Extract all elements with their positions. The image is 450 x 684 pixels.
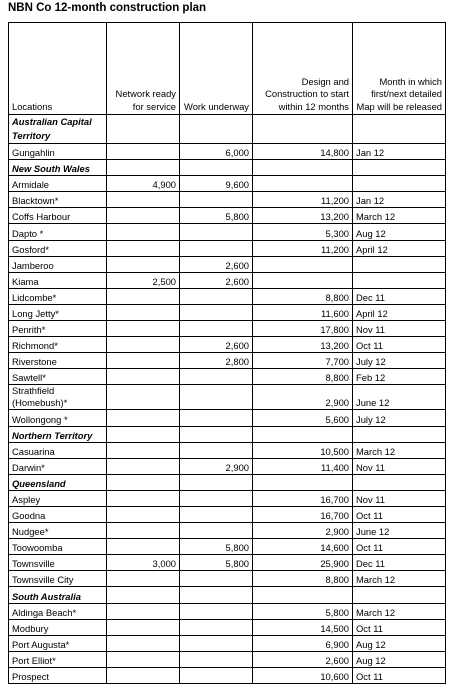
network-ready-cell bbox=[107, 619, 180, 635]
map-month-cell bbox=[353, 176, 446, 192]
work-underway-cell bbox=[180, 410, 253, 426]
table-row bbox=[9, 667, 446, 683]
table-row bbox=[9, 603, 446, 619]
work-underway-cell: 2,900 bbox=[180, 458, 253, 474]
network-ready-cell bbox=[107, 353, 180, 369]
network-ready-cell bbox=[107, 304, 180, 320]
work-underway-cell bbox=[180, 571, 253, 587]
design-construction-cell: 5,800 bbox=[253, 603, 353, 619]
region-name: New South Wales bbox=[9, 160, 107, 176]
table-row bbox=[9, 256, 446, 272]
network-ready-cell bbox=[107, 603, 180, 619]
table-row bbox=[9, 224, 446, 240]
work-underway-cell bbox=[180, 506, 253, 522]
work-underway-cell: 9,600 bbox=[180, 176, 253, 192]
map-month-cell: Jan 12 bbox=[353, 144, 446, 160]
table-row bbox=[9, 523, 446, 539]
header-locations: Locations bbox=[9, 23, 107, 115]
location-cell: Toowoomba bbox=[9, 539, 107, 555]
table-row bbox=[9, 619, 446, 635]
location-cell: Kiama bbox=[9, 272, 107, 288]
design-construction-cell: 11,200 bbox=[253, 240, 353, 256]
region-name: Queensland bbox=[9, 474, 107, 490]
design-construction-cell bbox=[253, 272, 353, 288]
location-cell: Darwin* bbox=[9, 458, 107, 474]
page-title: NBN Co 12-month construction plan bbox=[8, 2, 207, 14]
table-row bbox=[9, 192, 446, 208]
network-ready-cell: 4,900 bbox=[107, 176, 180, 192]
map-month-cell: Aug 12 bbox=[353, 224, 446, 240]
empty-cell bbox=[180, 474, 253, 490]
location-cell: Modbury bbox=[9, 619, 107, 635]
location-cell: Townsville City bbox=[9, 571, 107, 587]
network-ready-cell bbox=[107, 192, 180, 208]
network-ready-cell bbox=[107, 240, 180, 256]
table-row bbox=[9, 240, 446, 256]
location-cell: Dapto * bbox=[9, 224, 107, 240]
design-construction-cell: 25,900 bbox=[253, 555, 353, 571]
design-construction-cell: 2,900 bbox=[253, 385, 353, 410]
map-month-cell: Jan 12 bbox=[353, 192, 446, 208]
empty-cell bbox=[107, 115, 180, 144]
empty-cell bbox=[253, 474, 353, 490]
table-header-row bbox=[9, 23, 446, 115]
network-ready-cell bbox=[107, 651, 180, 667]
location-cell: Aspley bbox=[9, 490, 107, 506]
empty-cell bbox=[180, 587, 253, 603]
work-underway-cell bbox=[180, 619, 253, 635]
location-cell: Wollongong * bbox=[9, 410, 107, 426]
network-ready-cell bbox=[107, 506, 180, 522]
network-ready-cell bbox=[107, 144, 180, 160]
work-underway-cell bbox=[180, 667, 253, 683]
empty-cell bbox=[180, 160, 253, 176]
map-month-cell: Oct 11 bbox=[353, 506, 446, 522]
header-design-construction: Design and Construction to start within 12 months bbox=[253, 23, 353, 115]
empty-cell bbox=[253, 115, 353, 144]
network-ready-cell bbox=[107, 321, 180, 337]
network-ready-cell bbox=[107, 288, 180, 304]
table-row bbox=[9, 555, 446, 571]
empty-cell bbox=[353, 426, 446, 442]
location-cell: Armidale bbox=[9, 176, 107, 192]
network-ready-cell bbox=[107, 571, 180, 587]
work-underway-cell: 2,600 bbox=[180, 256, 253, 272]
design-construction-cell: 13,200 bbox=[253, 337, 353, 353]
network-ready-cell bbox=[107, 224, 180, 240]
location-cell: Long Jetty* bbox=[9, 304, 107, 320]
table-row bbox=[9, 337, 446, 353]
design-construction-cell bbox=[253, 176, 353, 192]
work-underway-cell: 5,800 bbox=[180, 539, 253, 555]
work-underway-cell bbox=[180, 490, 253, 506]
empty-cell bbox=[107, 426, 180, 442]
location-cell: Townsville bbox=[9, 555, 107, 571]
location-cell: Port Augusta* bbox=[9, 635, 107, 651]
location-cell: Sawtell* bbox=[9, 369, 107, 385]
network-ready-cell bbox=[107, 667, 180, 683]
design-construction-cell: 8,800 bbox=[253, 571, 353, 587]
design-construction-cell: 17,800 bbox=[253, 321, 353, 337]
map-month-cell: Aug 12 bbox=[353, 635, 446, 651]
region-name: Northern Territory bbox=[9, 426, 107, 442]
design-construction-cell: 11,400 bbox=[253, 458, 353, 474]
map-month-cell: Oct 11 bbox=[353, 539, 446, 555]
empty-cell bbox=[353, 587, 446, 603]
design-construction-cell: 11,600 bbox=[253, 304, 353, 320]
work-underway-cell: 5,800 bbox=[180, 555, 253, 571]
map-month-cell: June 12 bbox=[353, 385, 446, 410]
location-cell: Blacktown* bbox=[9, 192, 107, 208]
map-month-cell: July 12 bbox=[353, 353, 446, 369]
empty-cell bbox=[253, 426, 353, 442]
work-underway-cell bbox=[180, 651, 253, 667]
header-month-map: Month in which first/next detailed Map will be released bbox=[353, 23, 446, 115]
table-row bbox=[9, 208, 446, 224]
region-row bbox=[9, 587, 446, 603]
empty-cell bbox=[353, 160, 446, 176]
design-construction-cell: 14,500 bbox=[253, 619, 353, 635]
design-construction-cell: 8,800 bbox=[253, 369, 353, 385]
work-underway-cell bbox=[180, 288, 253, 304]
empty-cell bbox=[180, 426, 253, 442]
work-underway-cell bbox=[180, 192, 253, 208]
table-row bbox=[9, 490, 446, 506]
work-underway-cell bbox=[180, 385, 253, 410]
work-underway-cell bbox=[180, 240, 253, 256]
region-name: Australian Capital Territory bbox=[9, 115, 107, 144]
network-ready-cell bbox=[107, 635, 180, 651]
design-construction-cell: 6,900 bbox=[253, 635, 353, 651]
design-construction-cell: 10,600 bbox=[253, 667, 353, 683]
table-row bbox=[9, 321, 446, 337]
map-month-cell: April 12 bbox=[353, 240, 446, 256]
location-cell: Richmond* bbox=[9, 337, 107, 353]
table-body bbox=[9, 115, 446, 684]
map-month-cell: Feb 12 bbox=[353, 369, 446, 385]
empty-cell bbox=[353, 115, 446, 144]
design-construction-cell: 14,600 bbox=[253, 539, 353, 555]
design-construction-cell: 10,500 bbox=[253, 442, 353, 458]
map-month-cell: Nov 11 bbox=[353, 458, 446, 474]
map-month-cell: July 12 bbox=[353, 410, 446, 426]
table-row bbox=[9, 539, 446, 555]
map-month-cell: March 12 bbox=[353, 603, 446, 619]
map-month-cell: Nov 11 bbox=[353, 490, 446, 506]
design-construction-cell: 7,700 bbox=[253, 353, 353, 369]
map-month-cell: Dec 11 bbox=[353, 555, 446, 571]
work-underway-cell bbox=[180, 369, 253, 385]
location-cell: Goodna bbox=[9, 506, 107, 522]
region-row bbox=[9, 474, 446, 490]
network-ready-cell bbox=[107, 523, 180, 539]
network-ready-cell bbox=[107, 490, 180, 506]
table-row bbox=[9, 442, 446, 458]
map-month-cell: Oct 11 bbox=[353, 667, 446, 683]
network-ready-cell bbox=[107, 385, 180, 410]
map-month-cell: Dec 11 bbox=[353, 288, 446, 304]
network-ready-cell bbox=[107, 256, 180, 272]
empty-cell bbox=[107, 474, 180, 490]
network-ready-cell bbox=[107, 458, 180, 474]
design-construction-cell: 8,800 bbox=[253, 288, 353, 304]
map-month-cell: March 12 bbox=[353, 442, 446, 458]
design-construction-cell: 5,300 bbox=[253, 224, 353, 240]
empty-cell bbox=[253, 160, 353, 176]
network-ready-cell bbox=[107, 337, 180, 353]
location-cell: Casuarina bbox=[9, 442, 107, 458]
network-ready-cell bbox=[107, 369, 180, 385]
work-underway-cell bbox=[180, 603, 253, 619]
work-underway-cell: 2,600 bbox=[180, 337, 253, 353]
location-cell: Strathfield (Homebush)* bbox=[9, 385, 107, 410]
design-construction-cell: 13,200 bbox=[253, 208, 353, 224]
table-row bbox=[9, 506, 446, 522]
table-row bbox=[9, 176, 446, 192]
network-ready-cell bbox=[107, 208, 180, 224]
region-row bbox=[9, 115, 446, 144]
empty-cell bbox=[107, 587, 180, 603]
design-construction-cell: 14,800 bbox=[253, 144, 353, 160]
design-construction-cell: 2,600 bbox=[253, 651, 353, 667]
map-month-cell: March 12 bbox=[353, 571, 446, 587]
work-underway-cell: 5,800 bbox=[180, 208, 253, 224]
location-cell: Port Elliot* bbox=[9, 651, 107, 667]
table-row bbox=[9, 304, 446, 320]
region-row bbox=[9, 160, 446, 176]
network-ready-cell: 3,000 bbox=[107, 555, 180, 571]
work-underway-cell: 2,600 bbox=[180, 272, 253, 288]
location-cell: Riverstone bbox=[9, 353, 107, 369]
empty-cell bbox=[353, 474, 446, 490]
table-row bbox=[9, 571, 446, 587]
map-month-cell: June 12 bbox=[353, 523, 446, 539]
work-underway-cell: 2,800 bbox=[180, 353, 253, 369]
location-cell: Lidcombe* bbox=[9, 288, 107, 304]
design-construction-cell: 5,600 bbox=[253, 410, 353, 426]
table-row bbox=[9, 651, 446, 667]
header-network-ready: Network ready for service bbox=[107, 23, 180, 115]
map-month-cell: April 12 bbox=[353, 304, 446, 320]
work-underway-cell bbox=[180, 304, 253, 320]
table-row bbox=[9, 272, 446, 288]
table-row bbox=[9, 458, 446, 474]
map-month-cell: Nov 11 bbox=[353, 321, 446, 337]
map-month-cell bbox=[353, 272, 446, 288]
design-construction-cell: 16,700 bbox=[253, 506, 353, 522]
work-underway-cell bbox=[180, 224, 253, 240]
header-work-underway: Work underway bbox=[180, 23, 253, 115]
table-row bbox=[9, 144, 446, 160]
table-row bbox=[9, 410, 446, 426]
table-row bbox=[9, 353, 446, 369]
map-month-cell: March 12 bbox=[353, 208, 446, 224]
location-cell: Coffs Harbour bbox=[9, 208, 107, 224]
region-name: South Australia bbox=[9, 587, 107, 603]
work-underway-cell bbox=[180, 321, 253, 337]
table-row bbox=[9, 635, 446, 651]
design-construction-cell bbox=[253, 256, 353, 272]
empty-cell bbox=[180, 115, 253, 144]
location-cell: Nudgee* bbox=[9, 523, 107, 539]
location-cell: Aldinga Beach* bbox=[9, 603, 107, 619]
design-construction-cell: 11,200 bbox=[253, 192, 353, 208]
location-cell: Penrith* bbox=[9, 321, 107, 337]
map-month-cell: Aug 12 bbox=[353, 651, 446, 667]
table-row bbox=[9, 288, 446, 304]
table-row bbox=[9, 385, 446, 410]
design-construction-cell: 2,900 bbox=[253, 523, 353, 539]
table-row bbox=[9, 369, 446, 385]
network-ready-cell bbox=[107, 539, 180, 555]
map-month-cell bbox=[353, 256, 446, 272]
network-ready-cell bbox=[107, 410, 180, 426]
network-ready-cell bbox=[107, 442, 180, 458]
work-underway-cell: 6,000 bbox=[180, 144, 253, 160]
design-construction-cell: 16,700 bbox=[253, 490, 353, 506]
work-underway-cell bbox=[180, 442, 253, 458]
map-month-cell: Oct 11 bbox=[353, 619, 446, 635]
work-underway-cell bbox=[180, 635, 253, 651]
construction-plan-table bbox=[8, 22, 446, 684]
empty-cell bbox=[253, 587, 353, 603]
location-cell: Jamberoo bbox=[9, 256, 107, 272]
location-cell: Gosford* bbox=[9, 240, 107, 256]
region-row bbox=[9, 426, 446, 442]
work-underway-cell bbox=[180, 523, 253, 539]
location-cell: Prospect bbox=[9, 667, 107, 683]
empty-cell bbox=[107, 160, 180, 176]
location-cell: Gungahlin bbox=[9, 144, 107, 160]
network-ready-cell: 2,500 bbox=[107, 272, 180, 288]
map-month-cell: Oct 11 bbox=[353, 337, 446, 353]
